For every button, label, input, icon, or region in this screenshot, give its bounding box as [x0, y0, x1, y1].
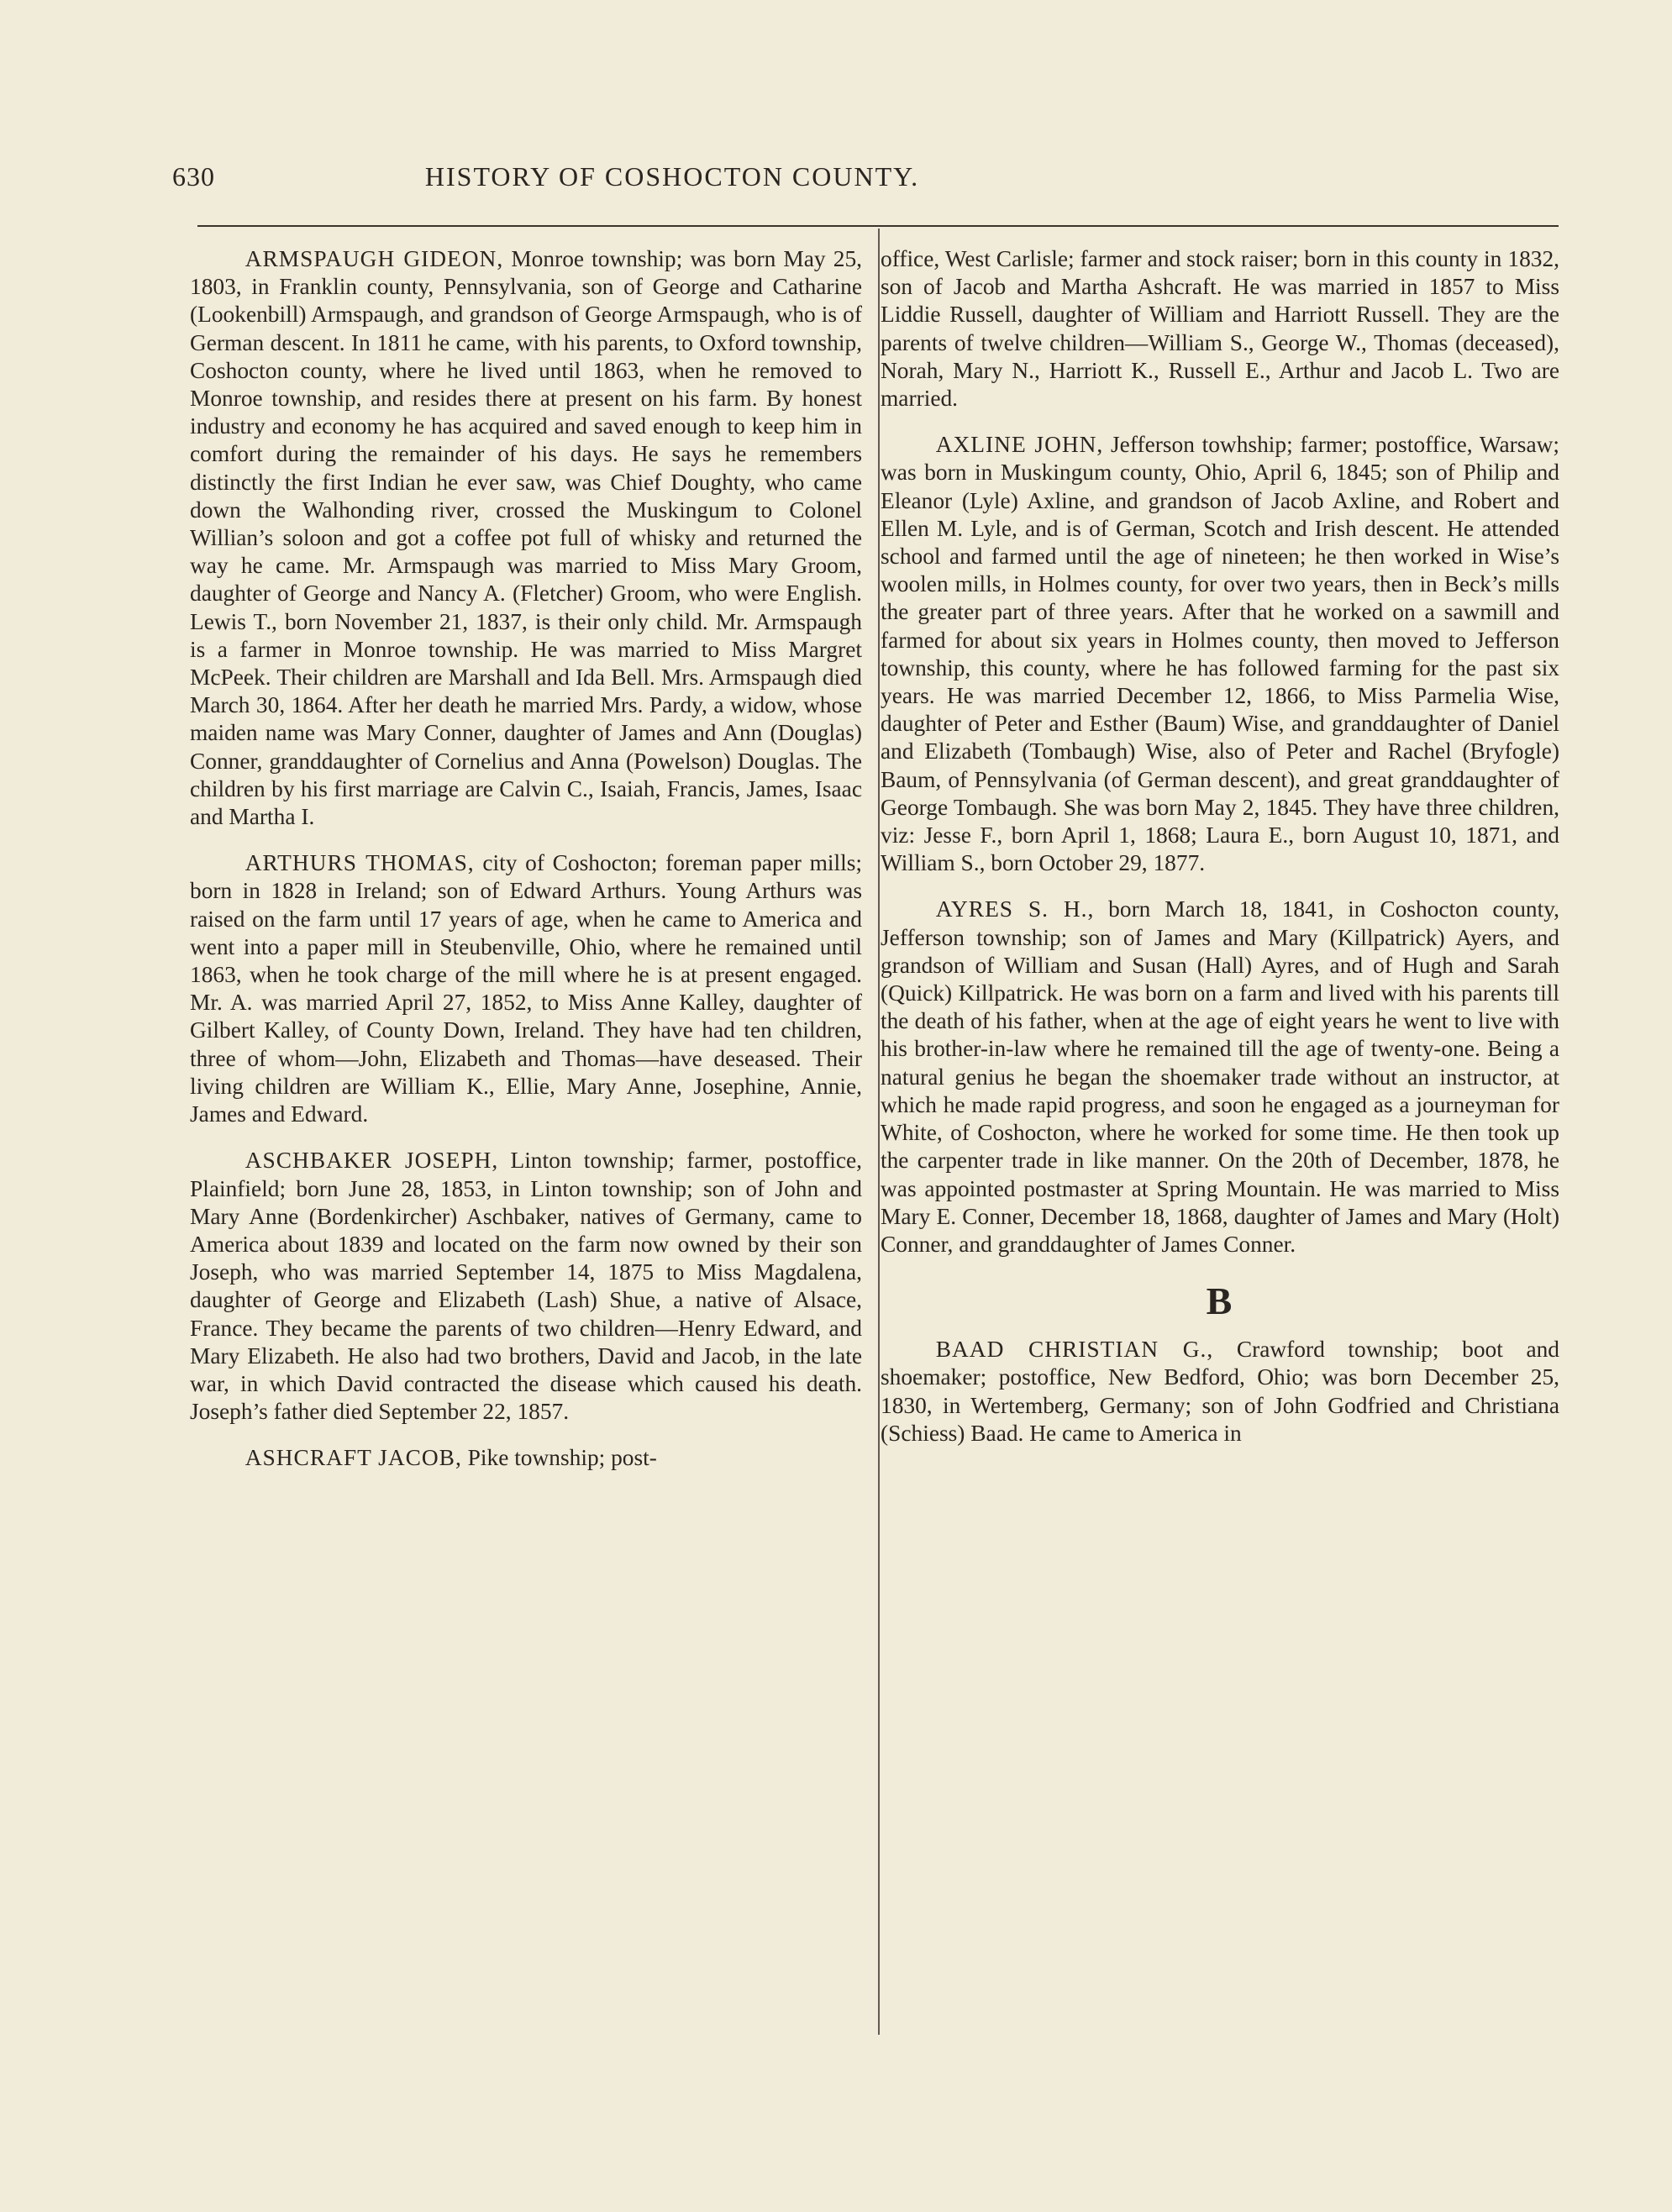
entry-name: ASCHBAKER JOSEPH, — [244, 1148, 499, 1174]
entry-baad — [881, 1336, 1559, 1448]
section-letter-heading: B — [1206, 1279, 1234, 1323]
entry-name: ARTHURS THOMAS, — [244, 850, 475, 876]
entry-text: born March 18, 1841, in Coshocton county, Jefferson township; son of James and Mary (Killpatrick) Ayers, and grandson of William and Susan (Hall) Ayres, and of Hugh and Sarah (Quick) Killpatrick. He was born on a farm and lived with his parents till the death of his father, when at the age of eight years he went to live with his brother-in-law where he remained till the age of twenty-one. Being a natural genius he began the shoemaker trade without an instructor, at which he made rapid progress, and soon he engaged as a journeyman for White, of Coshocton, where he worked for some time. He then took up the carpenter trade in like manner. On the 20th of December, 1878, he was appointed postmaster at Spring Mountain. He was married to Miss Mary E. Conner, December 18, 1868, daughter of James and Mary (Holt) Conner, and granddaughter of James Conner. — [881, 896, 1559, 1257]
entry-ashcraft — [190, 1444, 862, 1472]
left-column — [190, 245, 862, 1473]
header-rule — [197, 225, 1559, 227]
entry-aschbaker — [190, 1147, 862, 1426]
entry-axline — [881, 431, 1559, 877]
entry-text: Linton township; farmer, postoffice, Plainfield; born June 28, 1853, in Linton township; son of John and Mary Anne (Bordenkircher) Aschbaker, natives of Germany, came to America about 1839 and located on the farm now owned by their son Joseph, who was married September 14, 1875 to Miss Magdalena, daughter of George and Elizabeth (Lash) Shue, a native of Alsace, France. They became the parents of two children—Henry Edward, and Mary Elizabeth. He also had two brothers, David and Jacob, in the late war, in which David contracted the disease which caused his death. Joseph’s father died September 22, 1857. — [190, 1148, 862, 1425]
entry-armspaugh — [190, 245, 862, 831]
entry-name: ASHCRAFT JACOB, — [244, 1445, 462, 1471]
entry-text: Crawford township; boot and shoemaker; postoffice, New Bedford, Ohio; was born December 25, 1830, in Wertemberg, Germany; son of John Godfried and Christiana (Schiess) Baad. He came to America in — [881, 1337, 1559, 1446]
entry-ayres — [881, 896, 1559, 1258]
entry-text: Pike township; post- — [467, 1445, 657, 1471]
entry-name: AXLINE JOHN, — [935, 432, 1104, 458]
page-header — [172, 161, 1172, 203]
entry-name: ARMSPAUGH GIDEON, — [244, 246, 504, 271]
entry-name: AYRES S. H., — [935, 896, 1095, 922]
entry-ashcraft-continued: office, West Carlisle; farmer and stock raiser; born in this county in 1832, son of Jacob and Martha Ashcraft. He was married in 1857 to Miss Liddie Russell, daughter of William and Harriott Russell. They are the parents of twelve children—William S., George W., Thomas (deceased), Norah, Mary N., Harriott K., Russell E., Arthur and Jacob L. Two are married. — [881, 246, 1559, 412]
entry-text: Monroe township; was born May 25, 1803, in Franklin county, Pennsylvania, son of George and Catharine (Lookenbill) Armspaugh, and grandson of George Armspaugh, who is of German descent. In 1811 he came, with his parents, to Oxford township, Coshocton county, where he lived until 1863, when he removed to Monroe township, and resides there at present on his farm. By honest industry and economy he has acquired and saved enough to keep him in comfort during the remainder of his days. He says he remembers distinctly the first Indian he ever saw, was Chief Doughty, who came down the Walhonding river, crossed the Muskingum to Colonel Willian’s soloon and got a coffee pot full of whisky and returned the way he came. Mr. Armspaugh was married to Miss Mary Groom, daughter of George and Nancy A. (Fletcher) Groom, who were English. Lewis T., born November 21, 1837, is their only child. Mr. Armspaugh is a farmer in Monroe township. He was married to Miss Margret McPeek. Their children are Marshall and Ida Bell. Mrs. Armspaugh died March 30, 1864. After her death he married Mrs. Pardy, a widow, whose maiden name was Mary Conner, daughter of James and Ann (Douglas) Conner, granddaughter of Cornelius and Anna (Powelson) Douglas. The children by his first marriage are Calvin C., Isaiah, Francis, James, Isaac and Martha I. — [190, 246, 862, 830]
entry-name: BAAD CHRISTIAN G., — [935, 1337, 1214, 1363]
column-divider — [878, 229, 880, 2035]
page-number: 630 — [172, 161, 215, 192]
entry-arthurs — [190, 849, 862, 1128]
running-title: HISTORY OF COSHOCTON COUNTY. — [424, 161, 920, 192]
entry-text: city of Coshocton; foreman paper mills; born in 1828 in Ireland; son of Edward Arthurs. Young Arthurs was raised on the farm until 17 years of age, when he came to America and went into a paper mill in Steubenville, Ohio, where he remained until 1863, when he took charge of the mill where he is at present engaged. Mr. A. was married April 27, 1852, to Miss Anne Kalley, daughter of Gilbert Kalley, of County Down, Ireland. They have had ten children, three of whom—John, Elizabeth and Thomas—have deseased. Their living children are William K., Ellie, Mary Anne, Josephine, Annie, James and Edward. — [190, 850, 862, 1127]
entry-text: Jefferson towhship; farmer; postoffice, Warsaw; was born in Muskingum county, Ohio, April 6, 1845; son of Philip and Eleanor (Lyle) Axline, and grandson of Jacob Axline, and Robert and Ellen M. Lyle, and is of German, Scotch and Irish descent. He attended school and farmed until the age of nineteen; he then worked in Wise’s woolen mills, in Holmes county, for over two years, then in Beck’s mills the greater part of three years. After that he worked on a sawmill and farmed for about six years in Holmes county, then moved to Jefferson township, this county, where he has followed farming for the past six years. He was married December 12, 1866, to Miss Parmelia Wise, daughter of Peter and Esther (Baum) Wise, and granddaughter of Daniel and Elizabeth (Tombaugh) Wise, also of Peter and Rachel (Bryfogle) Baum, of Pennsylvania (of German descent), and great granddaughter of George Tombaugh. She was born May 2, 1845. They have three children, viz: Jesse F., born April 1, 1868; Laura E., born August 10, 1871, and William S., born October 29, 1877. — [881, 432, 1559, 876]
right-column — [881, 245, 1559, 1448]
